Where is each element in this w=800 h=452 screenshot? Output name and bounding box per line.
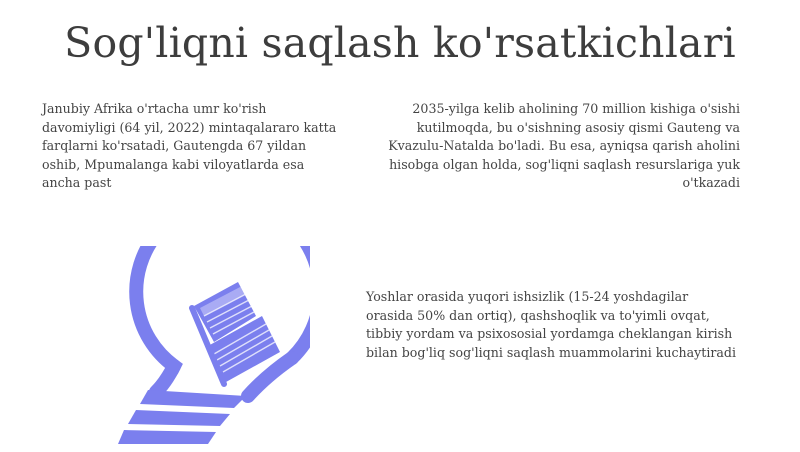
bulb-neck-left	[156, 366, 174, 392]
page-title: Sog'liqni saqlash ko'rsatkichlari	[64, 19, 736, 67]
youth-unemployment-paragraph: Yoshlar orasida yuqori ishsizlik (15-24 yoshdagilar orasida 50% dan ortiq), qashshoqlik va to'yimli ovqat, tibbiy yordam va psixososial yordamga cheklangan kirish bilan bog'liq sog'liqni saqlash muammolarini kuchaytiradi	[366, 289, 736, 360]
life-expectancy-paragraph: Janubiy Afrika o'rtacha umr ko'rish davomiyligi (64 yil, 2022) mintaqalararo katta farqlarni ko'rsatadi, Gautengda 67 yildan oshib, Mpumalanga kabi viloyatlarda esa ancha past	[42, 101, 337, 190]
lightbulb-with-open-book-icon	[96, 246, 310, 448]
population-growth-paragraph: 2035-yilga kelib aholining 70 million kishiga o'sishi kutilmoqda, bu o'sishning asosiy qismi Gauteng va Kvazulu-Natalda bo'ladi. Bu esa, ayniqsa qarish aholini hisobga olgan holda, sog'liqni saqlash resurslariga yuk o'tkazadi	[388, 101, 740, 190]
bulb-base	[118, 390, 246, 444]
